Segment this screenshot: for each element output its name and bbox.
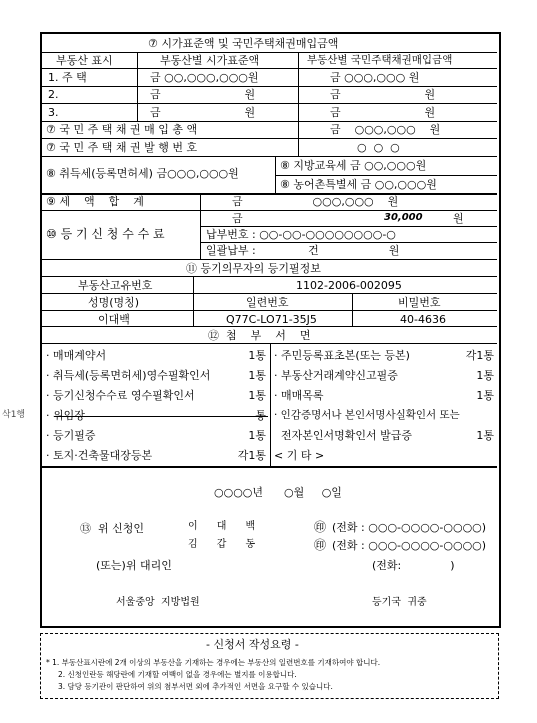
- row-3-bond: 금 원: [330, 106, 436, 119]
- court-name: 서울중앙 지방법원: [116, 597, 200, 608]
- guide-item-2: 2. 신청인란등 해당란에 기재할 여백이 없을 경우에는 별지를 이용합니다.: [58, 670, 297, 679]
- farm-special-tax: ⑧ 농어촌특별세 금 ○○,○○○원: [280, 178, 437, 191]
- education-tax: ⑧ 지방교육세 금 ○○,○○○원: [280, 159, 427, 172]
- col-header-bond-amount: 부동산별 국민주택채권매입금액: [307, 54, 453, 66]
- section-12-title: ⑫ 첨 부 서 면: [208, 329, 311, 342]
- application-date: ○○○○년 ○월 ○일: [214, 486, 342, 499]
- fee-batch-payment: 일괄납부 : 건 원: [206, 244, 400, 257]
- obligor-serial: Q77C-LO71-35J5: [226, 313, 317, 326]
- row-1-bond: 금 ○○○,○○○ 원: [330, 71, 420, 84]
- section-7-title: ⑦ 시가표준액 및 국민주택채권매입금액: [148, 37, 339, 50]
- info-header-name: 성명(명칭): [88, 296, 140, 309]
- fee-amount-value: 30,000: [384, 212, 423, 223]
- attachments-right: [274, 347, 494, 467]
- fee-amount-prefix: 금: [232, 212, 243, 225]
- applicant-label: ⑬ 위 신청인: [80, 522, 144, 535]
- applicant-1-name: 이 대 백: [188, 521, 256, 532]
- tax-total-value: 금 ○○○,○○○ 원: [232, 195, 399, 208]
- obligor-name: 이대백: [98, 313, 130, 326]
- bond-total-value: 금 ○○○,○○○ 원: [330, 123, 441, 136]
- row-2-label: 2.: [48, 88, 59, 101]
- agent-label: (또는)위 대리인: [96, 559, 172, 572]
- applicant-2-seal: ㊞: [314, 538, 327, 552]
- acquisition-tax: ⑧ 취득세(등록면허세) 금○○○,○○○원: [46, 167, 239, 180]
- attachment-item: · 등기신청수수료 영수필확인서 1통: [46, 389, 266, 402]
- attachment-item: · 매매계약서 1통: [46, 349, 266, 362]
- attachment-item: · 등기필증 1통: [46, 429, 266, 442]
- row-3-label: 3.: [48, 106, 59, 119]
- registration-number-label: 부동산고유번호: [78, 279, 153, 292]
- registration-number-value: 1102-2006-002095: [296, 279, 402, 292]
- fee-label: ⑩ 등 기 신 청 수 수 료: [46, 227, 165, 241]
- row-1-price: 금 ○○,○○○,○○○원: [150, 71, 259, 84]
- attachment-item: · 인감증명서나 본인서명사실확인서 또는: [274, 409, 460, 421]
- info-header-password: 비밀번호: [398, 296, 441, 309]
- attachments-left: [46, 347, 268, 467]
- guide-title: - 신청서 작성요령 -: [206, 638, 299, 651]
- fee-payment-number: 납부번호 : ○○-○○-○○○○○○○○-○: [206, 228, 396, 241]
- obligor-password: 40-4636: [400, 313, 446, 326]
- row-2-bond: 금 원: [330, 88, 436, 101]
- row-2-price: 금 원: [150, 88, 256, 101]
- attachment-item: < 기 타 >: [274, 449, 325, 462]
- bond-number-value: ○ ○ ○: [357, 141, 400, 154]
- info-header-serial: 일련번호: [246, 296, 289, 309]
- margin-deletion-note: 삭1행: [2, 410, 26, 420]
- attachment-item: · 부동산거래계약신고필증 1통: [274, 369, 494, 382]
- applicant-1-phone: (전화 : ○○○-○○○○-○○○○): [332, 521, 487, 534]
- agent-phone: (전화: ): [372, 559, 455, 572]
- applicant-2-phone: (전화 : ○○○-○○○○-○○○○): [332, 539, 487, 552]
- applicant-1-seal: ㊞: [314, 520, 327, 534]
- attachment-item: · 취득세(등록면허세)영수필확인서 1통: [46, 369, 266, 382]
- attachment-item: · 주민등록표초본(또는 등본) 각1통: [274, 349, 494, 362]
- registry-office: 등기국 귀중: [372, 597, 427, 608]
- row-3-price: 금 원: [150, 106, 256, 119]
- attachment-item: 전자본인서명확인서 발급증 1통: [274, 429, 494, 442]
- tax-total-label: ⑨ 세 액 합 계: [46, 195, 144, 208]
- bond-total-label: ⑦ 국 민 주 택 채 권 매 입 총 액: [46, 123, 198, 136]
- guide-item-3: 3. 담당 등기관이 판단하여 위의 첨부서면 외에 추가적인 서면을 요구할 수 있습니다.: [58, 682, 333, 691]
- bond-number-label: ⑦ 국 민 주 택 채 권 발 행 번 호: [46, 141, 198, 154]
- attachment-item: · 위임장 통: [46, 409, 266, 422]
- row-1-label: 1. 주 택: [48, 71, 87, 84]
- guide-item-1: * 1. 부동산표시란에 2개 이상의 부동산을 기재하는 경우에는 부동산의 일련번호를 기재하여야 합니다.: [46, 658, 381, 667]
- section-11-title: ⑪ 등기의무자의 등기필정보: [186, 262, 321, 275]
- col-header-standard-price: 부동산별 시가표준액: [160, 54, 260, 67]
- col-header-property: 부동산 표시: [56, 54, 113, 67]
- attachment-item: · 매매목록 1통: [274, 389, 494, 402]
- fee-amount-unit: 원: [453, 212, 464, 225]
- applicant-2-name: 김 갑 동: [188, 539, 256, 550]
- attachment-item: · 토지·건축물대장등본 각1통: [46, 449, 266, 462]
